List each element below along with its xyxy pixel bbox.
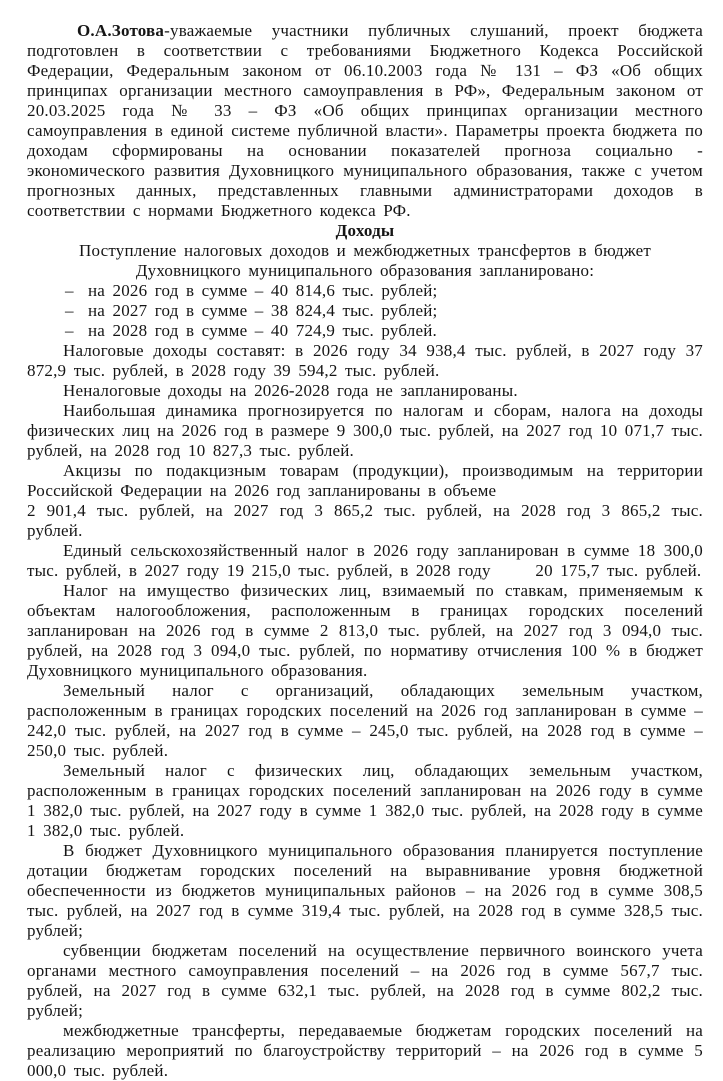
intro-paragraph [27,21,703,221]
paragraph-subventions: субвенции бюджетам поселений на осуществление первичного воинского учета органами местного самоуправления поселений – на 2026 год в сумме 567,7 тыс. рублей, на 2027 год в сумме 632,1 тыс. рублей, на 2028 год в сумме 802,2 тыс. рублей; [27,941,703,1020]
paragraph-dotation: В бюджет Духовницкого муниципального образования планируется поступление дотации бюджетам городских поселений на выравнивание уровня бюджетной обеспеченности из бюджетов муниципальных районов – на 2026 год в сумме 308,5 тыс. рублей, на 2027 год в сумме 319,4 тыс. рублей, на 2028 год в сумме 328,5 тыс. рублей; [27,841,703,940]
paragraph-agricultural-tax: Единый сельскохозяйственный налог в 2026 году запланирован в сумме 18 300,0 тыс. рублей, в 2027 году 19 215,0 тыс. рублей, в 2028 году 20 175,7 тыс. рублей. [27,541,703,580]
speaker-name: О.А.Зотова [77,21,165,40]
paragraph-land-tax-individuals: Земельный налог с физических лиц, обладающих земельным участком, расположенным в границах городских поселений запланирован на 2026 году в сумме 1 382,0 тыс. рублей, на 2027 году в сумме 1 382,0 тыс. рублей, на 2028 году в сумме 1 382,0 тыс. рублей. [27,761,703,840]
list-dash-marker: – [65,301,74,320]
paragraph-land-tax-organizations: Земельный налог с организаций, обладающих земельным участком, расположенным в границах городских поселений на 2026 год запланирован в сумме – 242,0 тыс. рублей, на 2027 год в сумме – 245,0 тыс. рублей, на 2028 год в сумме – 250,0 тыс. рублей. [27,681,703,760]
paragraph-ndfl-dynamics: Наибольшая динамика прогнозируется по налогам и сборам, налога на доходы физических лиц на 2026 год в размере 9 300,0 тыс. рублей, на 2027 год 10 071,7 тыс. рублей, на 2028 год 10 827,3 тыс. рублей. [27,401,703,460]
paragraph-excise-taxes-continued: 2 901,4 тыс. рублей, на 2027 год 3 865,2 тыс. рублей, на 2028 год 3 865,2 тыс. рублей. [27,501,703,540]
paragraph-property-tax: Налог на имущество физических лиц, взимаемый по ставкам, применяемым к объектам налогообложения, расположенным в границах городских поселений запланирован на 2026 год в сумме 2 813,0 тыс. рублей, на 2027 год 3 094,0 тыс. рублей, на 2028 год 3 094,0 тыс. рублей, по нормативу отчисления 100 % в бюджет Духовницкого муниципального образования. [27,581,703,680]
list-item [27,301,703,321]
list-dash-marker: – [65,281,74,300]
planned-sums-list [27,281,703,341]
list-item-text: на 2028 год в сумме – 40 724,9 тыс. рублей. [88,321,437,340]
list-item [27,281,703,301]
list-dash-marker: – [65,321,74,340]
paragraph-non-tax-revenues: Неналоговые доходы на 2026-2028 года не запланированы. [63,381,518,400]
section-heading-revenues: Доходы [335,221,395,240]
paragraph-tax-revenues: Налоговые доходы составят: в 2026 году 34 938,4 тыс. рублей, в 2027 году 37 872,9 тыс. рублей, в 2028 году 39 594,2 тыс. рублей. [27,341,703,380]
paragraph-excise-taxes: Акцизы по подакцизным товарам (продукции), производимым на территории Российской Федерации на 2026 год запланированы в объеме [27,461,703,500]
paragraph-interbudget-transfers: межбюджетные трансферты, передаваемые бюджетам городских поселений на реализацию мероприятий по благоустройству территорий – на 2026 год в сумме 5 000,0 тыс. рублей. [27,1021,703,1080]
list-item-text: на 2026 год в сумме – 40 814,6 тыс. рублей; [88,281,438,300]
lead-paragraph: Поступление налоговых доходов и межбюджетных трансфертов в бюджет Духовницкого муниципального образования запланировано: [79,241,651,280]
list-item [27,321,703,341]
list-item-text: на 2027 год в сумме – 38 824,4 тыс. рублей; [88,301,438,320]
intro-text: -уважаемые участники публичных слушаний, проект бюджета подготовлен в соответствии с требованиями Бюджетного Кодекса Российской Федерации, Федеральным законом от 06.10.2003 года № 131 – ФЗ «Об общих принципах организации местного самоуправления в РФ», Федеральным законом от 20.03.2025 года № 33 – ФЗ «Об общих принципах организации местного самоуправления в единой системе публичной власти». Параметры проекта бюджета по доходам сформированы на основании показателей прогноза социально - экономического развития Духовницкого муниципального образования, также с учетом прогнозных данных, представленных главными администраторами доходов в соответствии с нормами Бюджетного кодекса РФ. [27,21,703,220]
